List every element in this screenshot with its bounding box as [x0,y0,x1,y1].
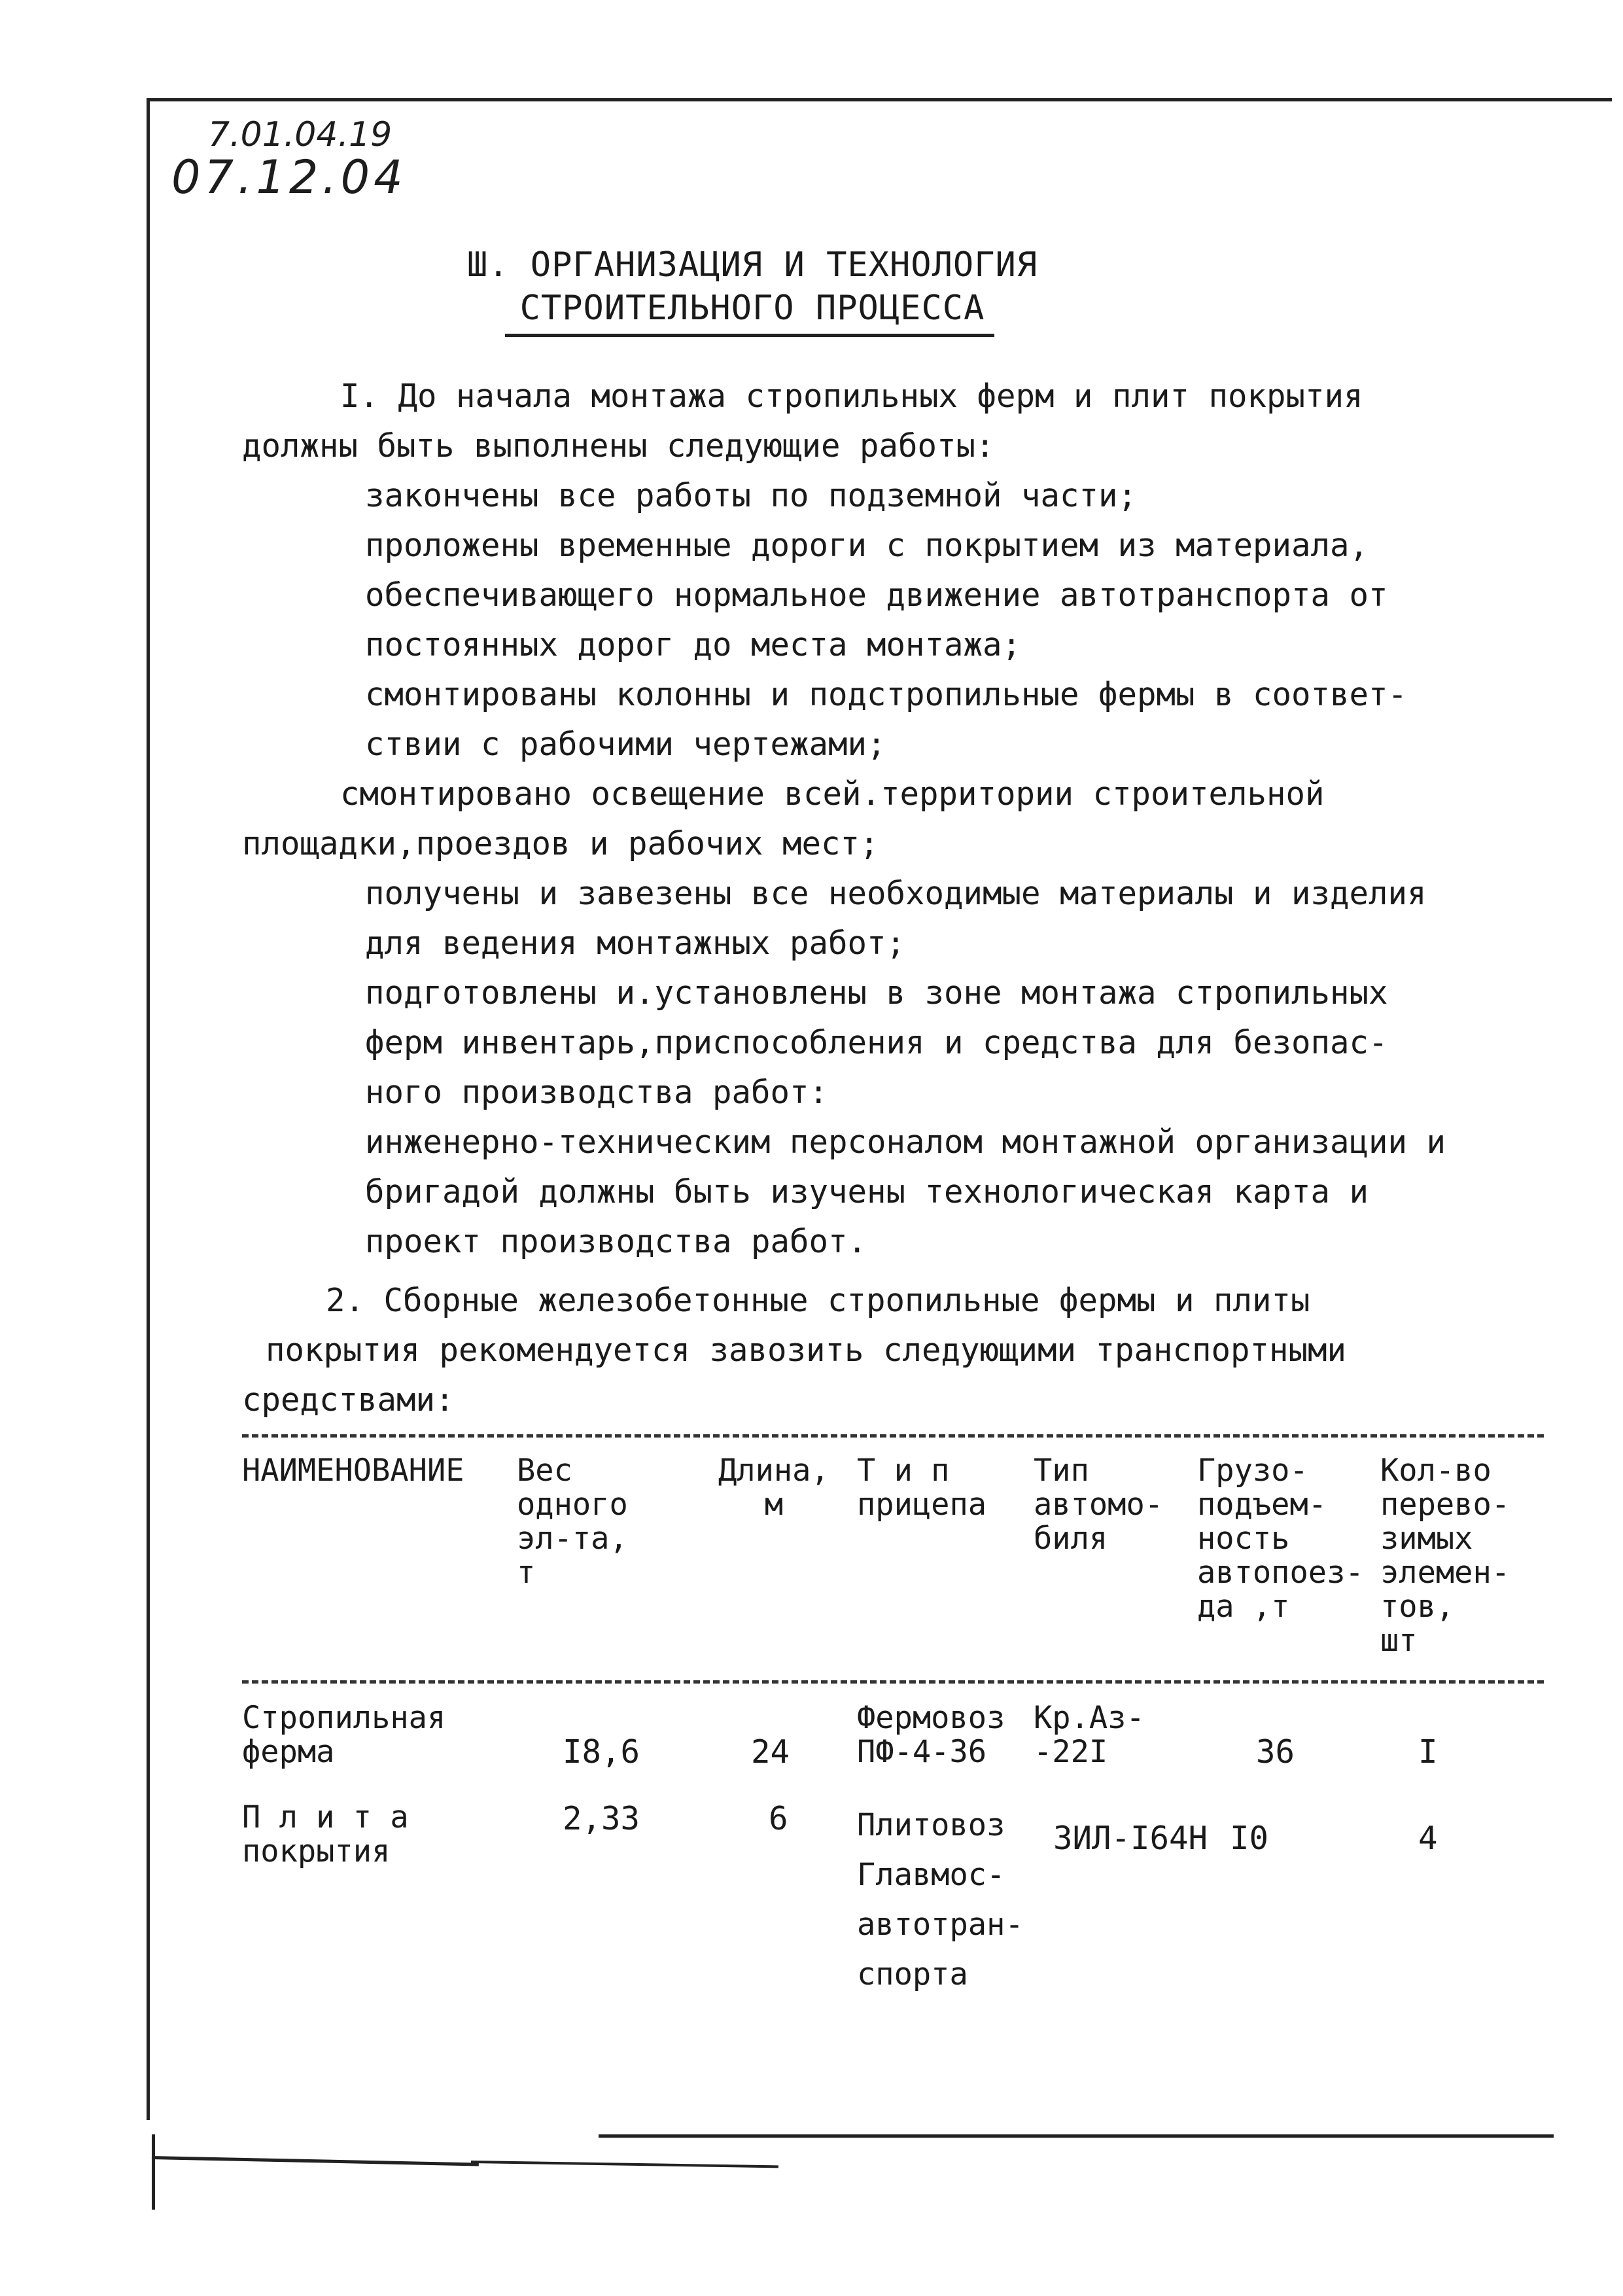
p1-line: ствии с рабочими чертежами; [365,726,886,763]
p1-line: подготовлены и.установлены в зоне монтажа стропильных [365,974,1388,1012]
table-header-count: Кол-во перево- зимых элемен- тов, шт [1380,1453,1510,1659]
table-row-capacity: I0 [1230,1820,1269,1857]
table-header-capacity: Грузо- подъем- ность автопоез- да ,т [1197,1453,1364,1625]
p1-line: смонтировано освещение всей.территории строительной [340,775,1325,813]
table-row-capacity: 36 [1256,1733,1295,1771]
table-row-trailer: Фермовоз ПФ-4-36 [857,1700,1005,1770]
section-title-line1: Ш. ОРГАНИЗАЦИЯ И ТЕХНОЛОГИЯ [466,245,1038,285]
p1-line: смонтированы колонны и подстропильные фермы в соответ- [365,676,1408,713]
table-header-name: НАИМЕНОВАНИЕ [242,1453,464,1489]
table-row-name: П л и т а покрытия [242,1799,409,1869]
table-header-length: Длина, м [718,1453,829,1523]
p1-line: обеспечивающего нормальное движение автотранспорта от [365,576,1388,614]
frame-bottom-line-right [599,2134,1554,2138]
table-row-vehicle: Кр.Аз- -22I [1034,1700,1145,1770]
p1-line: инженерно-техническим персоналом монтажной организации и [365,1123,1446,1161]
table-header-trailer: Т и п прицепа [857,1453,987,1523]
table-row-trailer: Плитовоз Главмос- автотран- спорта [857,1807,1024,1992]
p1-line: ного производства работ: [365,1074,829,1111]
frame-left-border [147,98,150,2120]
table-header-weight: Вес одного эл-та, т [517,1453,628,1591]
frame-bottom-line-tail [471,2161,778,2168]
table-row-length: 24 [751,1733,790,1771]
p2-line: средствами: [242,1381,455,1419]
section-title-line2: СТРОИТЕЛЬНОГО ПРОЦЕССА [519,289,985,328]
frame-bottom-tick [152,2134,155,2210]
table-row-weight: 2,33 [563,1800,640,1837]
table-header-rule [242,1680,1544,1684]
p2-line: покрытия рекомендуется завозить следующими транспортными [266,1332,1347,1369]
section-title [432,243,1073,330]
frame-top-border [147,98,1612,101]
handwritten-code-top: 7.01.04.19 [208,115,393,154]
p1-line: ферм инвентарь,приспособления и средства для безопас- [365,1024,1388,1061]
p1-line: должны быть выполнены следующие работы: [242,427,995,465]
table-row-length: 6 [769,1800,788,1837]
table-row-weight: I8,6 [563,1733,640,1771]
p1-line: бригадой должны быть изучены технологическая карта и [365,1173,1369,1210]
p1-line: площадки,проездов и рабочих мест; [242,825,879,862]
title-underline [505,334,994,337]
frame-bottom-line [152,2156,479,2166]
table-row-name: Стропильная ферма [242,1700,446,1770]
p1-line: получены и завезены все необходимые материалы и изделия [365,875,1427,912]
table-row-count: I [1418,1733,1438,1771]
handwritten-code-bottom: 07.12.04 [171,150,407,204]
p1-line: проложены временные дороги с покрытием из материала, [365,527,1369,564]
p1-line: I. До начала монтажа стропильных ферм и плит покрытия [340,378,1363,415]
p1-line: проект производства работ. [365,1223,867,1260]
p1-line: закончены все работы по подземной части; [365,477,1138,514]
table-row-vehicle: ЗИЛ-I64Н [1053,1820,1208,1857]
table-top-rule [242,1434,1544,1438]
table-header-vehicle: Тип автомо- биля [1034,1453,1164,1557]
p2-line: 2. Сборные железобетонные стропильные фермы и плиты [326,1282,1310,1319]
table-row-count: 4 [1418,1820,1438,1857]
p1-line: постоянных дорог до места монтажа; [365,626,1022,663]
p1-line: для ведения монтажных работ; [365,925,906,962]
